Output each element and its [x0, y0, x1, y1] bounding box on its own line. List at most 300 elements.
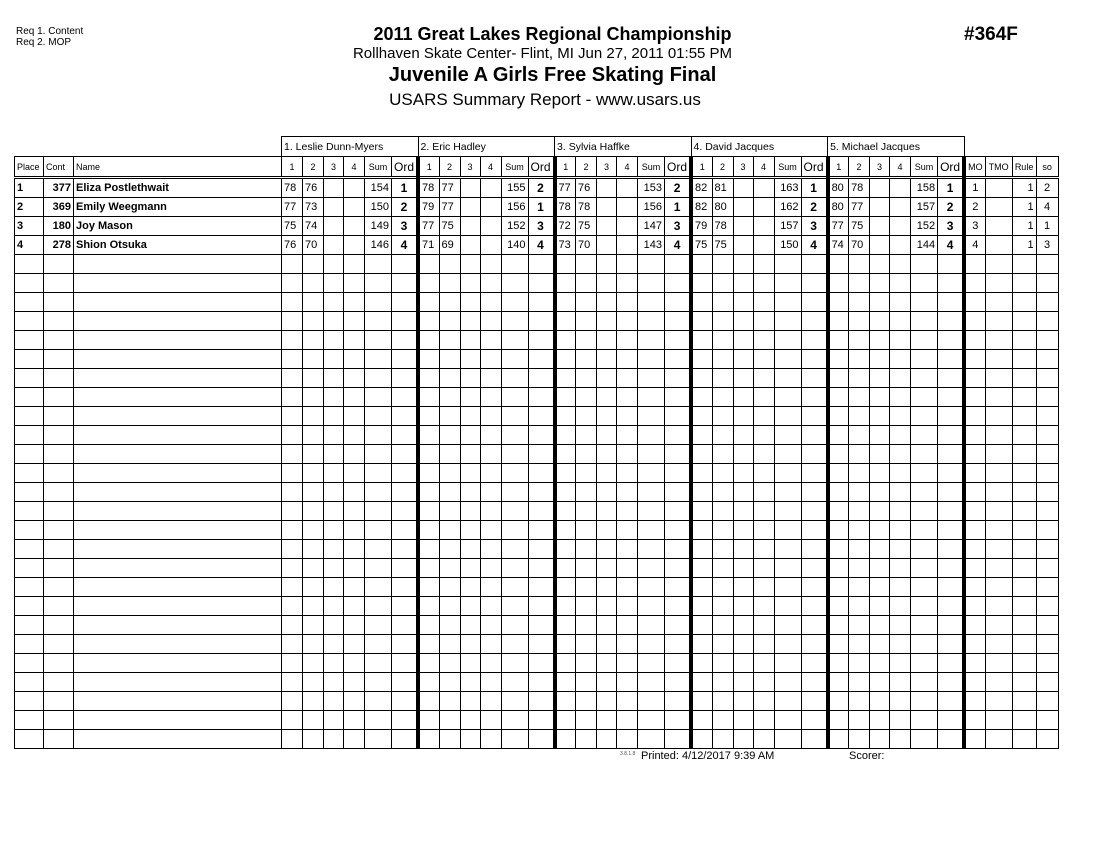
empty-cell [392, 635, 419, 654]
header-name: Name [74, 157, 282, 178]
empty-cell [324, 312, 344, 331]
empty-cell [44, 483, 74, 502]
empty-cell [576, 730, 597, 749]
header-judge-3-col-3: 3 [597, 157, 617, 178]
empty-cell [597, 635, 617, 654]
empty-cell [911, 673, 938, 692]
empty-cell [964, 597, 985, 616]
empty-cell [665, 616, 692, 635]
empty-cell [576, 274, 597, 293]
score-cell [597, 178, 617, 198]
ordinal-cell: 2 [528, 178, 555, 198]
empty-cell [392, 654, 419, 673]
empty-cell [1036, 445, 1058, 464]
empty-cell [44, 464, 74, 483]
empty-cell [712, 502, 733, 521]
event-title: Juvenile A Girls Free Skating Final [388, 64, 717, 86]
empty-cell [691, 388, 712, 407]
empty-cell [712, 730, 733, 749]
score-cell: 78 [555, 198, 576, 217]
empty-cell [480, 274, 501, 293]
empty-cell [344, 445, 365, 464]
empty-cell [733, 635, 753, 654]
empty-cell [460, 426, 480, 445]
ordinal-cell: 4 [801, 236, 828, 255]
empty-cell [870, 654, 890, 673]
empty-cell [282, 730, 303, 749]
empty-cell [439, 711, 460, 730]
sum-cell: 155 [501, 178, 528, 198]
empty-cell [74, 312, 282, 331]
empty-cell [418, 635, 439, 654]
empty-cell [665, 483, 692, 502]
empty-cell [938, 407, 965, 426]
empty-cell [439, 654, 460, 673]
empty-cell [460, 445, 480, 464]
score-cell: 74 [828, 236, 849, 255]
empty-cell [828, 407, 849, 426]
header-judge-3-col-5: Sum [638, 157, 665, 178]
empty-cell [712, 255, 733, 274]
header-judge-1-col-5: Sum [365, 157, 392, 178]
score-cell: 79 [418, 198, 439, 217]
empty-cell [938, 331, 965, 350]
header-judge-5-col-1: 1 [828, 157, 849, 178]
empty-cell [870, 635, 890, 654]
empty-cell [365, 331, 392, 350]
empty-cell [439, 293, 460, 312]
empty-cell [418, 331, 439, 350]
empty-cell [74, 445, 282, 464]
empty-cell [691, 445, 712, 464]
place-cell: 4 [15, 236, 44, 255]
empty-cell [303, 464, 324, 483]
empty-cell [938, 559, 965, 578]
empty-cell [774, 673, 801, 692]
empty-cell [870, 597, 890, 616]
empty-cell [870, 312, 890, 331]
empty-cell [801, 635, 828, 654]
empty-row [15, 654, 1059, 673]
empty-cell [460, 635, 480, 654]
empty-cell [418, 483, 439, 502]
score-cell [597, 217, 617, 236]
empty-cell [1012, 635, 1036, 654]
empty-row [15, 692, 1059, 711]
empty-cell [733, 673, 753, 692]
judge-name-4: 4. David Jacques [691, 137, 828, 157]
empty-cell [282, 331, 303, 350]
empty-cell [712, 350, 733, 369]
empty-cell [303, 521, 324, 540]
empty-cell [597, 521, 617, 540]
empty-cell [1012, 692, 1036, 711]
empty-cell [44, 578, 74, 597]
empty-cell [344, 312, 365, 331]
empty-cell [597, 369, 617, 388]
empty-cell [890, 654, 911, 673]
empty-cell [324, 255, 344, 274]
empty-cell [938, 274, 965, 293]
empty-cell [911, 464, 938, 483]
empty-cell [870, 388, 890, 407]
empty-cell [44, 711, 74, 730]
empty-cell [733, 388, 753, 407]
empty-cell [480, 502, 501, 521]
cont-cell: 377 [44, 178, 74, 198]
ordinal-cell: 3 [938, 217, 965, 236]
empty-cell [1012, 730, 1036, 749]
empty-cell [985, 597, 1012, 616]
empty-cell [460, 692, 480, 711]
empty-cell [501, 654, 528, 673]
empty-cell [74, 730, 282, 749]
empty-cell [324, 293, 344, 312]
empty-cell [418, 540, 439, 559]
empty-cell [712, 274, 733, 293]
empty-cell [418, 445, 439, 464]
empty-cell [501, 692, 528, 711]
empty-cell [712, 654, 733, 673]
empty-cell [712, 616, 733, 635]
table-row [15, 178, 1059, 198]
empty-cell [911, 502, 938, 521]
empty-cell [555, 635, 576, 654]
empty-cell [460, 616, 480, 635]
empty-cell [282, 426, 303, 445]
empty-cell [985, 464, 1012, 483]
empty-cell [753, 521, 774, 540]
empty-cell [911, 293, 938, 312]
empty-cell [849, 331, 870, 350]
empty-cell [344, 597, 365, 616]
empty-cell [282, 350, 303, 369]
empty-row [15, 635, 1059, 654]
empty-cell [849, 635, 870, 654]
empty-cell [733, 597, 753, 616]
header-judge-2-col-5: Sum [501, 157, 528, 178]
empty-cell [439, 350, 460, 369]
empty-cell [282, 711, 303, 730]
empty-cell [597, 407, 617, 426]
empty-cell [665, 654, 692, 673]
empty-cell [528, 331, 555, 350]
empty-cell [890, 255, 911, 274]
empty-cell [665, 274, 692, 293]
empty-cell [597, 274, 617, 293]
empty-cell [733, 654, 753, 673]
empty-cell [480, 730, 501, 749]
header-judge-5-col-4: 4 [890, 157, 911, 178]
empty-cell [555, 388, 576, 407]
empty-cell [418, 616, 439, 635]
empty-cell [1012, 255, 1036, 274]
empty-cell [303, 426, 324, 445]
header-judge-1-col-2: 2 [303, 157, 324, 178]
empty-cell [282, 635, 303, 654]
empty-cell [576, 293, 597, 312]
empty-cell [439, 255, 460, 274]
empty-cell [938, 255, 965, 274]
empty-cell [753, 331, 774, 350]
header-judge-4-col-5: Sum [774, 157, 801, 178]
empty-cell [985, 635, 1012, 654]
empty-cell [691, 255, 712, 274]
score-cell [733, 236, 753, 255]
competition-title: 2011 Great Lakes Regional Championship [373, 24, 732, 44]
empty-cell [597, 654, 617, 673]
empty-cell [344, 692, 365, 711]
score-cell [870, 178, 890, 198]
empty-cell [665, 711, 692, 730]
empty-cell [753, 559, 774, 578]
so-cell: 3 [1036, 236, 1058, 255]
empty-cell [753, 445, 774, 464]
empty-cell [1012, 654, 1036, 673]
empty-cell [44, 521, 74, 540]
empty-cell [324, 483, 344, 502]
empty-cell [418, 521, 439, 540]
header-so: so [1036, 157, 1058, 178]
judge-name-1: 1. Leslie Dunn-Myers [282, 137, 419, 157]
empty-cell [344, 654, 365, 673]
empty-cell [849, 502, 870, 521]
empty-cell [1012, 578, 1036, 597]
empty-cell [418, 730, 439, 749]
empty-cell [1036, 464, 1058, 483]
header-judge-1-col-1: 1 [282, 157, 303, 178]
empty-cell [774, 597, 801, 616]
empty-cell [712, 635, 733, 654]
empty-cell [44, 692, 74, 711]
ordinal-cell: 2 [392, 198, 419, 217]
cont-cell: 278 [44, 236, 74, 255]
empty-cell [324, 369, 344, 388]
empty-cell [828, 255, 849, 274]
empty-cell [617, 426, 638, 445]
empty-cell [555, 483, 576, 502]
empty-cell [617, 483, 638, 502]
empty-cell [480, 540, 501, 559]
empty-cell [638, 673, 665, 692]
empty-cell [460, 673, 480, 692]
empty-cell [74, 483, 282, 502]
empty-cell [774, 711, 801, 730]
empty-cell [890, 274, 911, 293]
score-cell: 77 [439, 198, 460, 217]
score-cell [733, 198, 753, 217]
empty-row [15, 331, 1059, 350]
empty-cell [576, 692, 597, 711]
empty-cell [555, 597, 576, 616]
empty-cell [753, 464, 774, 483]
empty-cell [1036, 369, 1058, 388]
empty-cell [712, 711, 733, 730]
ordinal-cell: 3 [392, 217, 419, 236]
empty-cell [15, 692, 44, 711]
empty-cell [576, 464, 597, 483]
empty-cell [15, 540, 44, 559]
empty-cell [365, 654, 392, 673]
empty-cell [74, 673, 282, 692]
empty-cell [15, 521, 44, 540]
empty-cell [1012, 483, 1036, 502]
empty-cell [870, 483, 890, 502]
empty-cell [528, 578, 555, 597]
empty-cell [576, 388, 597, 407]
empty-cell [638, 540, 665, 559]
empty-cell [480, 331, 501, 350]
empty-cell [665, 521, 692, 540]
header-judge-4-col-6: Ord [801, 157, 828, 178]
score-cell: 77 [418, 217, 439, 236]
empty-cell [44, 597, 74, 616]
sum-cell: 162 [774, 198, 801, 217]
empty-cell [392, 369, 419, 388]
empty-cell [828, 711, 849, 730]
empty-cell [418, 502, 439, 521]
empty-cell [938, 483, 965, 502]
empty-cell [938, 521, 965, 540]
empty-cell [74, 578, 282, 597]
empty-cell [691, 464, 712, 483]
empty-cell [528, 464, 555, 483]
score-cell [753, 236, 774, 255]
empty-cell [828, 597, 849, 616]
empty-cell [938, 635, 965, 654]
empty-cell [938, 426, 965, 445]
empty-cell [344, 388, 365, 407]
empty-cell [964, 616, 985, 635]
empty-cell [460, 464, 480, 483]
empty-cell [74, 388, 282, 407]
sum-cell: 144 [911, 236, 938, 255]
empty-cell [638, 350, 665, 369]
empty-cell [665, 692, 692, 711]
empty-cell [828, 635, 849, 654]
sum-cell: 140 [501, 236, 528, 255]
empty-cell [74, 426, 282, 445]
empty-cell [691, 483, 712, 502]
empty-cell [753, 274, 774, 293]
empty-cell [74, 597, 282, 616]
empty-cell [1012, 711, 1036, 730]
empty-cell [528, 521, 555, 540]
empty-cell [44, 388, 74, 407]
empty-cell [303, 692, 324, 711]
empty-cell [638, 464, 665, 483]
empty-cell [638, 274, 665, 293]
score-cell: 77 [282, 198, 303, 217]
empty-cell [774, 616, 801, 635]
empty-cell [890, 578, 911, 597]
empty-cell [1036, 597, 1058, 616]
empty-cell [1012, 597, 1036, 616]
empty-cell [753, 635, 774, 654]
empty-cell [324, 692, 344, 711]
empty-cell [439, 464, 460, 483]
empty-cell [392, 464, 419, 483]
empty-cell [870, 331, 890, 350]
empty-cell [1036, 331, 1058, 350]
empty-cell [774, 559, 801, 578]
empty-cell [911, 597, 938, 616]
empty-cell [501, 331, 528, 350]
empty-row [15, 293, 1059, 312]
empty-cell [985, 616, 1012, 635]
empty-cell [890, 730, 911, 749]
empty-cell [74, 559, 282, 578]
empty-cell [282, 597, 303, 616]
empty-cell [801, 388, 828, 407]
name-cell: Eliza Postlethwait [74, 178, 282, 198]
score-cell: 82 [691, 198, 712, 217]
empty-cell [418, 350, 439, 369]
empty-cell [801, 483, 828, 502]
score-cell: 75 [691, 236, 712, 255]
score-cell [890, 178, 911, 198]
empty-cell [870, 255, 890, 274]
score-cell [753, 178, 774, 198]
empty-cell [828, 730, 849, 749]
empty-cell [365, 597, 392, 616]
empty-cell [911, 369, 938, 388]
judge-name-2: 2. Eric Hadley [418, 137, 555, 157]
empty-cell [774, 654, 801, 673]
empty-cell [964, 426, 985, 445]
score-cell: 71 [418, 236, 439, 255]
empty-cell [303, 597, 324, 616]
empty-cell [460, 559, 480, 578]
empty-cell [439, 331, 460, 350]
empty-cell [44, 331, 74, 350]
empty-cell [985, 369, 1012, 388]
empty-cell [890, 711, 911, 730]
empty-cell [617, 331, 638, 350]
empty-cell [576, 559, 597, 578]
ordinal-cell: 1 [801, 178, 828, 198]
empty-cell [439, 597, 460, 616]
score-cell [870, 198, 890, 217]
header-judge-4-col-3: 3 [733, 157, 753, 178]
empty-cell [418, 388, 439, 407]
empty-cell [365, 540, 392, 559]
empty-cell [15, 654, 44, 673]
empty-cell [418, 692, 439, 711]
empty-cell [774, 540, 801, 559]
empty-cell [890, 521, 911, 540]
empty-cell [964, 711, 985, 730]
empty-cell [665, 502, 692, 521]
empty-cell [480, 293, 501, 312]
empty-cell [638, 312, 665, 331]
header-judge-2-col-3: 3 [460, 157, 480, 178]
so-cell: 2 [1036, 178, 1058, 198]
empty-cell [15, 445, 44, 464]
empty-cell [801, 597, 828, 616]
empty-row [15, 312, 1059, 331]
tmo-cell [985, 217, 1012, 236]
empty-cell [911, 730, 938, 749]
empty-cell [828, 616, 849, 635]
empty-cell [480, 616, 501, 635]
empty-cell [964, 293, 985, 312]
empty-cell [365, 426, 392, 445]
empty-cell [712, 692, 733, 711]
score-cell [460, 236, 480, 255]
empty-cell [392, 597, 419, 616]
empty-cell [712, 578, 733, 597]
